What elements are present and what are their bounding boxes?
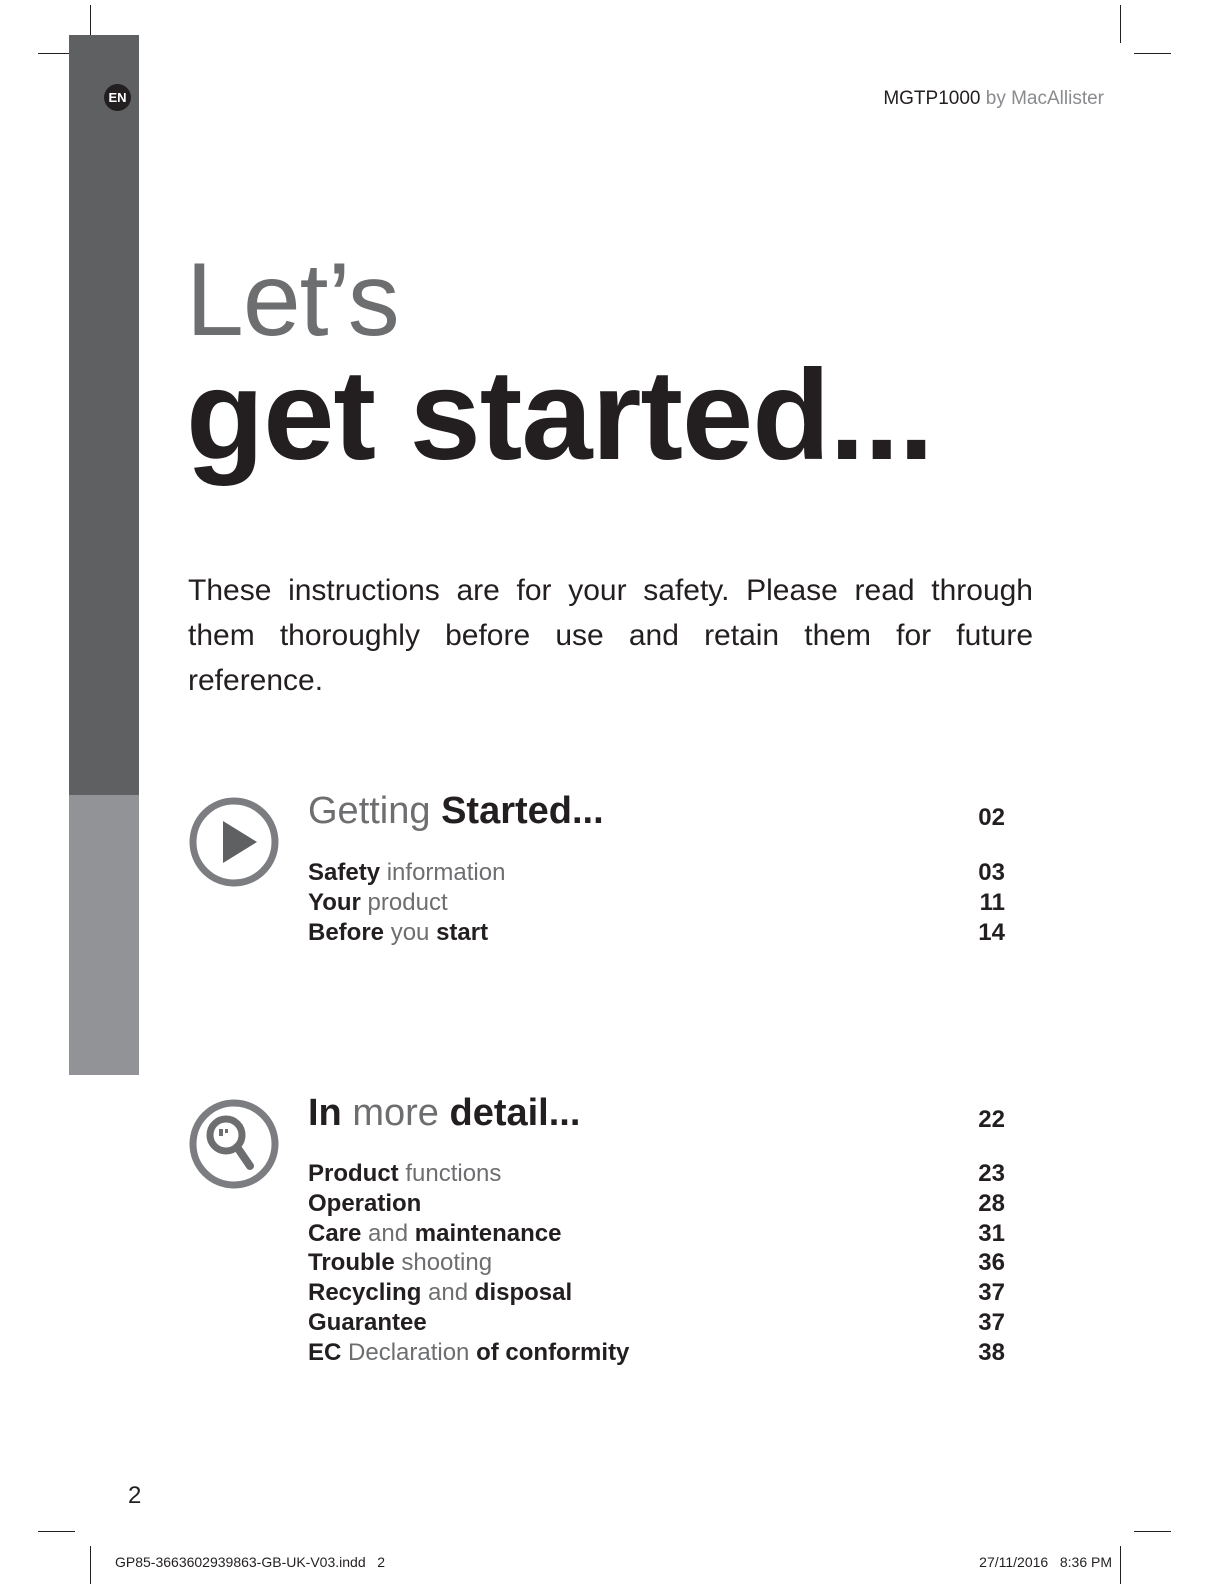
toc-list-in-more-detail bbox=[308, 1159, 1005, 1368]
section-page-in-more-detail: 22 bbox=[978, 1106, 1005, 1133]
toc-item-label bbox=[308, 1219, 561, 1249]
toc-item-page: 31 bbox=[978, 1219, 1005, 1247]
heading-part: more bbox=[341, 1092, 450, 1134]
toc-item-label-part: maintenance bbox=[414, 1219, 562, 1247]
sidebar-bar-light bbox=[69, 795, 139, 1075]
toc-item[interactable] bbox=[308, 1219, 1005, 1249]
crop-mark bbox=[1120, 1546, 1121, 1584]
toc-item-label-part: functions bbox=[398, 1160, 502, 1187]
toc-item-label-part: and bbox=[361, 1219, 415, 1247]
brand-name: by MacAllister bbox=[985, 88, 1104, 109]
toc-item-label bbox=[308, 1189, 421, 1219]
magnifier-icon bbox=[188, 1098, 280, 1190]
heading-part: detail... bbox=[449, 1092, 581, 1134]
crop-mark bbox=[1134, 53, 1171, 54]
toc-item-label-part: Care bbox=[308, 1219, 362, 1247]
toc-item-label bbox=[308, 918, 488, 948]
toc-item-label-part: EC bbox=[308, 1338, 342, 1366]
toc-item-label-part: start bbox=[436, 918, 489, 946]
toc-item-label bbox=[308, 1308, 427, 1338]
toc-item[interactable] bbox=[308, 888, 1005, 918]
toc-item-page: 28 bbox=[978, 1189, 1005, 1217]
heading-part: Started... bbox=[441, 790, 604, 832]
title-line-1: Let’s bbox=[186, 242, 399, 358]
section-heading-getting-started bbox=[308, 792, 604, 830]
toc-item-page: 37 bbox=[978, 1308, 1005, 1336]
toc-item-label-part: Guarantee bbox=[308, 1308, 427, 1336]
crop-mark bbox=[1134, 1531, 1171, 1532]
toc-item[interactable] bbox=[308, 1189, 1005, 1219]
toc-list-getting-started bbox=[308, 858, 1005, 947]
toc-item-page: 03 bbox=[978, 859, 1005, 886]
toc-item-label bbox=[308, 1338, 629, 1368]
toc-item-label-part: disposal bbox=[474, 1279, 573, 1307]
toc-item-label bbox=[308, 1159, 501, 1189]
toc-item-label-part: of conformity bbox=[476, 1338, 630, 1366]
title-line-2: get started... bbox=[186, 344, 934, 487]
toc-item-label bbox=[308, 888, 448, 918]
toc-item[interactable] bbox=[308, 1248, 1005, 1278]
toc-item-label-part: information bbox=[380, 859, 506, 886]
toc-item-label-part: you bbox=[384, 918, 437, 946]
heading-part: Getting bbox=[308, 790, 442, 832]
footer-file-info: GP85-3663602939863-GB-UK-V03.indd 2 bbox=[115, 1554, 386, 1570]
sidebar-bar-dark bbox=[69, 35, 139, 795]
toc-item-label-part: Safety bbox=[308, 859, 381, 886]
page-number: 2 bbox=[128, 1482, 142, 1509]
toc-item-label-part: Trouble bbox=[308, 1249, 395, 1277]
toc-item-page: 38 bbox=[978, 1338, 1005, 1366]
toc-item-page: 11 bbox=[979, 888, 1005, 916]
toc-item-label-part: Product bbox=[308, 1160, 399, 1187]
toc-item-page: 23 bbox=[978, 1160, 1005, 1187]
toc-item-label-part: Recycling bbox=[308, 1279, 422, 1307]
toc-item[interactable] bbox=[308, 1308, 1005, 1338]
section-heading-in-more-detail bbox=[308, 1094, 580, 1132]
model-name: MGTP1000 bbox=[883, 88, 981, 109]
section-page-getting-started: 02 bbox=[978, 804, 1005, 831]
play-icon bbox=[188, 796, 280, 888]
toc-item-label bbox=[308, 1278, 572, 1308]
toc-item-page: 36 bbox=[978, 1249, 1005, 1277]
heading-part: In bbox=[308, 1092, 342, 1134]
toc-item-page: 14 bbox=[978, 918, 1005, 946]
toc-item-label-part: shooting bbox=[394, 1249, 493, 1277]
header-model bbox=[883, 88, 1104, 110]
toc-item-label bbox=[308, 858, 505, 888]
toc-item[interactable] bbox=[308, 1159, 1005, 1189]
toc-item[interactable] bbox=[308, 858, 1005, 888]
crop-mark bbox=[1120, 5, 1121, 43]
toc-item-label-part: Declaration bbox=[341, 1338, 477, 1366]
toc-item[interactable] bbox=[308, 1338, 1005, 1368]
toc-item-label-part: and bbox=[421, 1279, 475, 1307]
language-badge: EN bbox=[104, 84, 131, 111]
toc-item[interactable] bbox=[308, 1278, 1005, 1308]
toc-item-label-part: Operation bbox=[308, 1189, 422, 1217]
intro-paragraph: These instructions are for your safety. Please read through them thoroughly before use and retain them for future reference. bbox=[188, 574, 1033, 697]
footer-datetime: 27/11/2016 8:36 PM bbox=[979, 1554, 1112, 1570]
toc-item-label-part: Before bbox=[308, 918, 385, 946]
crop-mark bbox=[90, 1546, 91, 1584]
crop-mark bbox=[38, 1531, 75, 1532]
toc-item-label bbox=[308, 1248, 492, 1278]
toc-item[interactable] bbox=[308, 918, 1005, 948]
toc-item-label-part: product bbox=[360, 888, 448, 916]
toc-item-page: 37 bbox=[978, 1279, 1005, 1307]
toc-item-label-part: Your bbox=[308, 888, 361, 916]
